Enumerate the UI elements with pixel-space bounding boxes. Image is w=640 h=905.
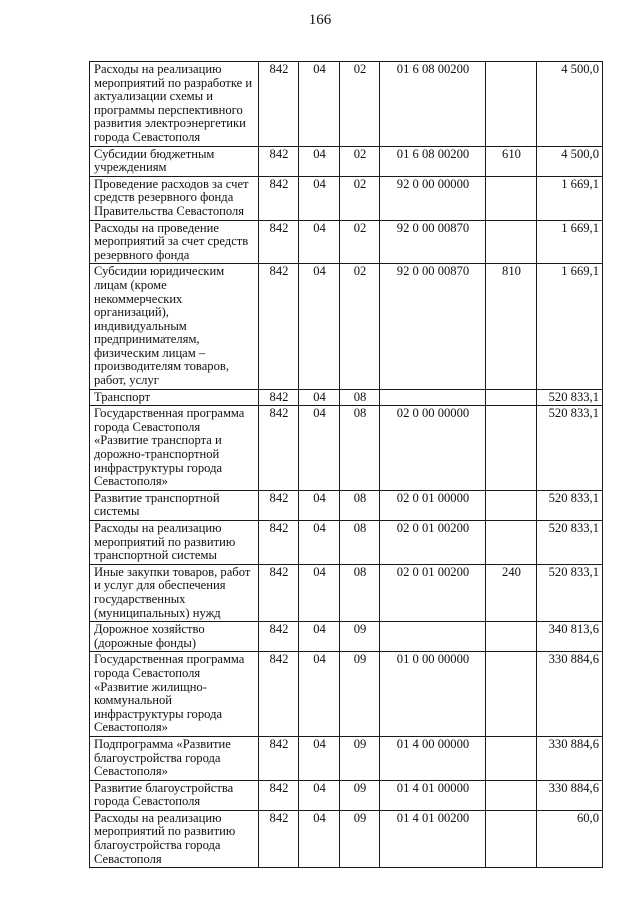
subsection-code-cell: 08	[340, 406, 380, 491]
department-code-cell: 842	[259, 652, 299, 737]
target-article-cell: 92 0 00 00870	[380, 264, 486, 389]
expense-type-cell	[486, 490, 537, 520]
expense-type-cell	[486, 176, 537, 220]
subsection-code-cell: 09	[340, 810, 380, 867]
expense-name-cell: Расходы на реализацию мероприятий по развитию транспортной системы	[90, 521, 259, 565]
subsection-code-cell: 08	[340, 564, 380, 621]
table-row	[90, 176, 603, 220]
target-article-cell: 01 4 01 00000	[380, 780, 486, 810]
section-code-cell: 04	[299, 564, 340, 621]
expense-type-cell: 240	[486, 564, 537, 621]
expense-name-cell: Проведение расходов за счет средств резервного фонда Правительства Севастополя	[90, 176, 259, 220]
subsection-code-cell: 02	[340, 264, 380, 389]
expense-name-cell: Расходы на реализацию мероприятий по развитию благоустройства города Севастополя	[90, 810, 259, 867]
department-code-cell: 842	[259, 810, 299, 867]
section-code-cell: 04	[299, 622, 340, 652]
target-article-cell: 01 4 01 00200	[380, 810, 486, 867]
subsection-code-cell: 08	[340, 521, 380, 565]
target-article-cell	[380, 622, 486, 652]
target-article-cell: 02 0 01 00200	[380, 521, 486, 565]
expense-type-cell	[486, 810, 537, 867]
table-row	[90, 406, 603, 491]
amount-cell: 60,0	[537, 810, 603, 867]
subsection-code-cell: 09	[340, 780, 380, 810]
expense-type-cell	[486, 736, 537, 780]
section-code-cell: 04	[299, 652, 340, 737]
expense-name-cell: Субсидии юридическим лицам (кроме некоммерческих организаций), индивидуальным предпринимателям, физическим лицам – производителям товаров, работ, услуг	[90, 264, 259, 389]
department-code-cell: 842	[259, 146, 299, 176]
department-code-cell: 842	[259, 490, 299, 520]
expense-name-cell: Расходы на реализацию мероприятий по разработке и актуализации схемы и программы перспективного развития электроэнергетики города Севастополя	[90, 62, 259, 147]
subsection-code-cell: 08	[340, 490, 380, 520]
expense-type-cell: 810	[486, 264, 537, 389]
department-code-cell: 842	[259, 622, 299, 652]
department-code-cell: 842	[259, 521, 299, 565]
table-row	[90, 564, 603, 621]
expense-type-cell	[486, 521, 537, 565]
amount-cell: 520 833,1	[537, 389, 603, 406]
expense-name-cell: Развитие благоустройства города Севастополя	[90, 780, 259, 810]
department-code-cell: 842	[259, 389, 299, 406]
section-code-cell: 04	[299, 220, 340, 264]
department-code-cell: 842	[259, 264, 299, 389]
amount-cell: 330 884,6	[537, 780, 603, 810]
expense-name-cell: Дорожное хозяйство (дорожные фонды)	[90, 622, 259, 652]
expense-type-cell	[486, 406, 537, 491]
target-article-cell: 92 0 00 00870	[380, 220, 486, 264]
amount-cell: 330 884,6	[537, 736, 603, 780]
subsection-code-cell: 09	[340, 652, 380, 737]
department-code-cell: 842	[259, 176, 299, 220]
department-code-cell: 842	[259, 220, 299, 264]
expense-type-cell	[486, 622, 537, 652]
expense-name-cell: Государственная программа города Севастополя «Развитие жилищно-коммунальной инфраструктуры города Севастополя»	[90, 652, 259, 737]
table-row	[90, 62, 603, 147]
table-row	[90, 220, 603, 264]
subsection-code-cell: 02	[340, 62, 380, 147]
subsection-code-cell: 02	[340, 220, 380, 264]
subsection-code-cell: 02	[340, 176, 380, 220]
department-code-cell: 842	[259, 564, 299, 621]
section-code-cell: 04	[299, 521, 340, 565]
section-code-cell: 04	[299, 176, 340, 220]
expense-name-cell: Иные закупки товаров, работ и услуг для обеспечения государственных (муниципальных) нужд	[90, 564, 259, 621]
amount-cell: 520 833,1	[537, 406, 603, 491]
subsection-code-cell: 09	[340, 622, 380, 652]
table-row	[90, 490, 603, 520]
target-article-cell: 02 0 01 00000	[380, 490, 486, 520]
table-row	[90, 810, 603, 867]
expense-name-cell: Государственная программа города Севастополя «Развитие транспорта и дорожно-транспортной инфраструктуры города Севастополя»	[90, 406, 259, 491]
amount-cell: 330 884,6	[537, 652, 603, 737]
section-code-cell: 04	[299, 146, 340, 176]
amount-cell: 520 833,1	[537, 564, 603, 621]
table-row	[90, 146, 603, 176]
section-code-cell: 04	[299, 736, 340, 780]
target-article-cell: 01 4 00 00000	[380, 736, 486, 780]
table-row	[90, 389, 603, 406]
amount-cell: 4 500,0	[537, 62, 603, 147]
expense-type-cell	[486, 780, 537, 810]
department-code-cell: 842	[259, 62, 299, 147]
subsection-code-cell: 08	[340, 389, 380, 406]
table-row	[90, 521, 603, 565]
table-row	[90, 652, 603, 737]
target-article-cell: 92 0 00 00000	[380, 176, 486, 220]
expense-type-cell	[486, 652, 537, 737]
section-code-cell: 04	[299, 810, 340, 867]
expense-name-cell: Расходы на проведение мероприятий за счет средств резервного фонда	[90, 220, 259, 264]
amount-cell: 520 833,1	[537, 521, 603, 565]
section-code-cell: 04	[299, 406, 340, 491]
amount-cell: 520 833,1	[537, 490, 603, 520]
expense-name-cell: Подпрограмма «Развитие благоустройства города Севастополя»	[90, 736, 259, 780]
expense-type-cell	[486, 62, 537, 147]
department-code-cell: 842	[259, 736, 299, 780]
expense-name-cell: Развитие транспортной системы	[90, 490, 259, 520]
table-row	[90, 622, 603, 652]
subsection-code-cell: 09	[340, 736, 380, 780]
expense-type-cell: 610	[486, 146, 537, 176]
section-code-cell: 04	[299, 490, 340, 520]
target-article-cell: 02 0 00 00000	[380, 406, 486, 491]
expense-name-cell: Субсидии бюджетным учреждениям	[90, 146, 259, 176]
table-row	[90, 736, 603, 780]
table-row	[90, 264, 603, 389]
table-row	[90, 780, 603, 810]
expense-type-cell	[486, 220, 537, 264]
section-code-cell: 04	[299, 389, 340, 406]
section-code-cell: 04	[299, 264, 340, 389]
expense-type-cell	[486, 389, 537, 406]
target-article-cell: 02 0 01 00200	[380, 564, 486, 621]
department-code-cell: 842	[259, 406, 299, 491]
subsection-code-cell: 02	[340, 146, 380, 176]
amount-cell: 1 669,1	[537, 264, 603, 389]
section-code-cell: 04	[299, 780, 340, 810]
budget-table-body	[90, 62, 603, 868]
amount-cell: 4 500,0	[537, 146, 603, 176]
target-article-cell	[380, 389, 486, 406]
budget-table	[89, 61, 603, 868]
target-article-cell: 01 6 08 00200	[380, 146, 486, 176]
section-code-cell: 04	[299, 62, 340, 147]
department-code-cell: 842	[259, 780, 299, 810]
amount-cell: 1 669,1	[537, 176, 603, 220]
amount-cell: 1 669,1	[537, 220, 603, 264]
expense-name-cell: Транспорт	[90, 389, 259, 406]
amount-cell: 340 813,6	[537, 622, 603, 652]
target-article-cell: 01 6 08 00200	[380, 62, 486, 147]
page-number: 166	[308, 12, 332, 28]
target-article-cell: 01 0 00 00000	[380, 652, 486, 737]
